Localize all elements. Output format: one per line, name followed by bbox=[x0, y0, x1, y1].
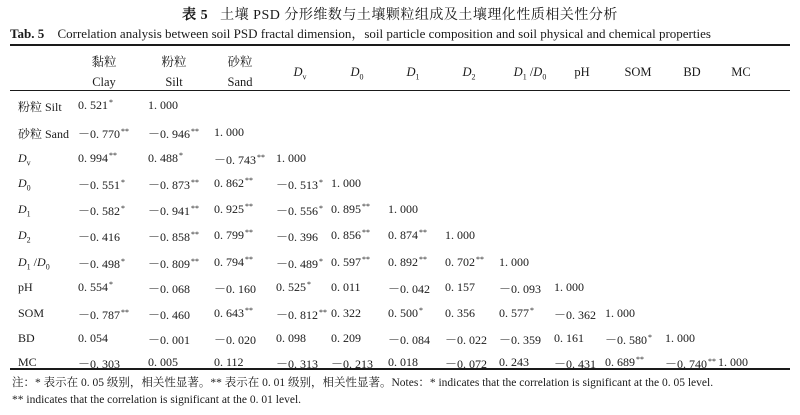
table-cell bbox=[445, 255, 484, 270]
column-header-cn: 黏粒 bbox=[91, 55, 117, 69]
table-cell bbox=[78, 280, 113, 295]
cell-value: 0. 874 bbox=[388, 228, 418, 242]
table-top-rule bbox=[10, 44, 790, 46]
cell-value: 0. 554 bbox=[78, 280, 108, 294]
column-header-en: $D_2$ bbox=[462, 65, 476, 82]
significance-mark: ** bbox=[419, 228, 427, 237]
row-label: 砂粒 Sand bbox=[18, 127, 70, 141]
table-cell bbox=[214, 151, 265, 168]
column-header bbox=[383, 62, 443, 88]
cell-value: 1. 000 bbox=[499, 255, 529, 269]
cell-value: 0. 689 bbox=[605, 355, 635, 369]
cell-value: －0. 359 bbox=[499, 333, 542, 347]
row-label: BD bbox=[18, 331, 35, 345]
table-cell bbox=[148, 355, 178, 370]
column-header-en: MC bbox=[731, 65, 751, 79]
significance-mark: ** bbox=[419, 255, 427, 264]
table-row bbox=[10, 98, 790, 122]
significance-mark: ** bbox=[121, 127, 130, 136]
cell-value: －0. 498 bbox=[78, 257, 121, 271]
table-cell bbox=[445, 228, 475, 243]
table-row bbox=[10, 255, 790, 279]
significance-mark: ** bbox=[245, 255, 253, 264]
significance-mark: ** bbox=[476, 255, 484, 264]
table-row bbox=[10, 306, 790, 330]
significance-mark: * bbox=[319, 257, 324, 266]
column-header bbox=[327, 62, 387, 88]
significance-mark: * bbox=[419, 306, 423, 315]
table-cell bbox=[276, 280, 311, 295]
column-header bbox=[210, 52, 270, 92]
table-cell bbox=[499, 255, 529, 270]
table-cell bbox=[388, 280, 430, 297]
cell-value: 0. 011 bbox=[331, 280, 361, 294]
cell-value: 0. 994 bbox=[78, 151, 108, 165]
cell-value: －0. 787 bbox=[78, 308, 121, 322]
row-label: pH bbox=[18, 280, 33, 294]
column-header-en: $D_0$ bbox=[350, 65, 364, 82]
cell-value: －0. 313 bbox=[276, 357, 319, 371]
table-row bbox=[10, 228, 790, 252]
significance-mark: ** bbox=[245, 202, 253, 211]
column-header bbox=[711, 62, 771, 82]
table-cell bbox=[214, 176, 253, 191]
table-cell bbox=[276, 255, 323, 272]
row-label: $D_v$ bbox=[18, 151, 31, 168]
table-cell bbox=[718, 355, 748, 370]
cell-value: －0. 740 bbox=[665, 357, 708, 371]
caption-text-en: Correlation analysis between soil PSD fractal dimension，soil particle composition and soil physical and chemical properties bbox=[57, 26, 711, 41]
table-cell bbox=[331, 331, 361, 346]
table-cell bbox=[499, 306, 534, 321]
column-header-en: SOM bbox=[624, 65, 652, 79]
significance-mark: * bbox=[179, 151, 183, 160]
table-cell bbox=[388, 202, 418, 217]
cell-value: 0. 577 bbox=[499, 306, 529, 320]
table-cell bbox=[148, 331, 190, 348]
table-cell bbox=[276, 202, 323, 219]
column-header-en: Sand bbox=[227, 75, 253, 89]
table-cell bbox=[148, 125, 199, 142]
cell-value: －0. 551 bbox=[78, 178, 121, 192]
table-cell bbox=[78, 255, 125, 272]
significance-mark: * bbox=[530, 306, 534, 315]
cell-value: －0. 556 bbox=[276, 204, 319, 218]
table-row bbox=[10, 280, 790, 304]
table-caption-en bbox=[10, 23, 800, 42]
table-cell bbox=[78, 176, 125, 193]
column-header bbox=[439, 62, 499, 88]
table-cell bbox=[276, 151, 306, 166]
table-cell bbox=[214, 306, 253, 321]
cell-value: 0. 054 bbox=[78, 331, 108, 345]
table-cell bbox=[388, 331, 430, 348]
table-cell bbox=[499, 355, 529, 370]
significance-mark: ** bbox=[362, 255, 370, 264]
cell-value: －0. 858 bbox=[148, 230, 191, 244]
column-header bbox=[500, 62, 560, 88]
table-cell bbox=[148, 202, 199, 219]
table-cell bbox=[214, 331, 256, 348]
significance-mark: * bbox=[109, 98, 113, 107]
table-cell bbox=[276, 355, 318, 372]
table-cell bbox=[445, 306, 475, 321]
cell-value: 1. 000 bbox=[718, 355, 748, 369]
row-label: 粉粒 Silt bbox=[18, 100, 62, 114]
table-cell bbox=[605, 355, 644, 370]
table-cell bbox=[214, 255, 253, 270]
table-cell bbox=[554, 355, 596, 372]
table-cell bbox=[78, 202, 125, 219]
cell-value: 0. 597 bbox=[331, 255, 361, 269]
column-header-en: pH bbox=[574, 65, 590, 79]
cell-value: 0. 799 bbox=[214, 228, 244, 242]
table-cell bbox=[148, 280, 190, 297]
cell-value: 0. 862 bbox=[214, 176, 244, 190]
table-cell bbox=[554, 306, 596, 323]
cell-value: 0. 356 bbox=[445, 306, 475, 320]
table-cell bbox=[388, 255, 427, 270]
table-cell bbox=[78, 331, 108, 346]
table-cell bbox=[605, 306, 635, 321]
table-cell bbox=[276, 331, 306, 346]
cell-value: －0. 770 bbox=[78, 127, 121, 141]
cell-value: 0. 161 bbox=[554, 331, 584, 345]
table-cell bbox=[388, 228, 427, 243]
cell-value: 0. 157 bbox=[445, 280, 475, 294]
significance-mark: ** bbox=[191, 257, 200, 266]
cell-value: 1. 000 bbox=[554, 280, 584, 294]
column-header-cn: 粉粒 bbox=[161, 55, 187, 69]
significance-mark: ** bbox=[191, 230, 200, 239]
table-cell bbox=[445, 331, 487, 348]
cell-value: －0. 580 bbox=[605, 333, 648, 347]
column-header-en: BD bbox=[683, 65, 701, 79]
cell-value: 1. 000 bbox=[665, 331, 695, 345]
column-header-en: $D_v$ bbox=[293, 65, 307, 82]
significance-mark: * bbox=[648, 333, 653, 342]
cell-value: 0. 925 bbox=[214, 202, 244, 216]
table-cell bbox=[331, 202, 370, 217]
significance-mark: * bbox=[121, 204, 126, 213]
cell-value: 1. 000 bbox=[388, 202, 418, 216]
cell-value: 0. 488 bbox=[148, 151, 178, 165]
cell-value: 0. 702 bbox=[445, 255, 475, 269]
table-cell bbox=[276, 176, 323, 193]
significance-mark: ** bbox=[245, 228, 253, 237]
cell-value: 0. 643 bbox=[214, 306, 244, 320]
cell-value: －0. 084 bbox=[388, 333, 431, 347]
cell-value: －0. 489 bbox=[276, 257, 319, 271]
cell-value: －0. 513 bbox=[276, 178, 319, 192]
table-cell bbox=[78, 355, 120, 372]
column-header-en: $D_1$ bbox=[406, 65, 420, 82]
table-cell bbox=[78, 151, 117, 166]
cell-value: 0. 005 bbox=[148, 355, 178, 369]
table-row bbox=[10, 331, 790, 355]
row-label: $D_0$ bbox=[18, 176, 31, 193]
table-cell bbox=[554, 331, 584, 346]
cell-value: 0. 895 bbox=[331, 202, 361, 216]
cell-value: －0. 416 bbox=[78, 230, 121, 244]
cell-value: 0. 892 bbox=[388, 255, 418, 269]
cell-value: －0. 460 bbox=[148, 308, 191, 322]
cell-value: －0. 072 bbox=[445, 357, 488, 371]
table-row bbox=[10, 202, 790, 226]
table-cell bbox=[148, 151, 183, 166]
table-cell bbox=[665, 331, 695, 346]
cell-value: 0. 525 bbox=[276, 280, 306, 294]
cell-value: －0. 001 bbox=[148, 333, 191, 347]
table-row bbox=[10, 151, 790, 175]
table-cell bbox=[554, 280, 584, 295]
cell-value: －0. 431 bbox=[554, 357, 597, 371]
cell-value: －0. 743 bbox=[214, 153, 257, 167]
table-cell bbox=[499, 331, 541, 348]
significance-mark: ** bbox=[191, 204, 200, 213]
column-header-en: Silt bbox=[165, 75, 183, 89]
cell-value: 0. 794 bbox=[214, 255, 244, 269]
table-number-en: Tab. 5 bbox=[10, 26, 45, 41]
column-header-en: Clay bbox=[92, 75, 116, 89]
cell-value: －0. 582 bbox=[78, 204, 121, 218]
table-cell bbox=[331, 228, 370, 243]
cell-value: 0. 243 bbox=[499, 355, 529, 369]
column-header bbox=[144, 52, 204, 92]
table-cell bbox=[148, 306, 190, 323]
table-caption-cn bbox=[0, 4, 800, 24]
cell-value: －0. 213 bbox=[331, 357, 374, 371]
table-cell bbox=[331, 176, 361, 191]
table-cell bbox=[214, 228, 253, 243]
cell-value: 0. 856 bbox=[331, 228, 361, 242]
cell-value: －0. 946 bbox=[148, 127, 191, 141]
significance-mark: * bbox=[319, 178, 324, 187]
significance-mark: ** bbox=[257, 153, 266, 162]
table-row bbox=[10, 125, 790, 149]
table-cell bbox=[331, 355, 373, 372]
cell-value: －0. 873 bbox=[148, 178, 191, 192]
table-cell bbox=[445, 355, 487, 372]
table-cell bbox=[214, 280, 256, 297]
cell-value: 0. 209 bbox=[331, 331, 361, 345]
cell-value: 0. 500 bbox=[388, 306, 418, 320]
table-row bbox=[10, 176, 790, 200]
cell-value: －0. 022 bbox=[445, 333, 488, 347]
cell-value: 1. 000 bbox=[605, 306, 635, 320]
cell-value: －0. 042 bbox=[388, 282, 431, 296]
significance-mark: ** bbox=[319, 308, 328, 317]
cell-value: －0. 809 bbox=[148, 257, 191, 271]
table-cell bbox=[331, 306, 361, 321]
significance-mark: ** bbox=[362, 202, 370, 211]
table-note-1: 注：* 表示在 0. 05 级别，相关性显著。** 表示在 0. 01 级别，相关性显著。Notes：* indicates that the correlation is significant at the 0. 05 level. bbox=[12, 377, 714, 389]
table-cell bbox=[148, 228, 199, 245]
cell-value: －0. 362 bbox=[554, 308, 597, 322]
column-header bbox=[608, 62, 668, 82]
row-label: $D_2$ bbox=[18, 228, 31, 245]
table-cell bbox=[331, 255, 370, 270]
cell-value: －0. 812 bbox=[276, 308, 319, 322]
table-cell bbox=[78, 228, 120, 245]
table-cell bbox=[605, 331, 652, 348]
table-number-cn: 表 5 bbox=[182, 8, 209, 23]
row-label: SOM bbox=[18, 306, 45, 320]
significance-mark: ** bbox=[191, 127, 200, 136]
cell-value: 0. 112 bbox=[214, 355, 244, 369]
table-cell bbox=[388, 306, 423, 321]
significance-mark: * bbox=[121, 257, 126, 266]
column-header bbox=[270, 62, 330, 88]
cell-value: －0. 020 bbox=[214, 333, 257, 347]
significance-mark: ** bbox=[245, 176, 253, 185]
table-cell bbox=[276, 228, 318, 245]
significance-mark: ** bbox=[109, 151, 117, 160]
table-cell bbox=[445, 280, 475, 295]
cell-value: 1. 000 bbox=[276, 151, 306, 165]
table-cell bbox=[148, 98, 178, 113]
table-cell bbox=[331, 280, 361, 295]
row-label: $D_1$ bbox=[18, 202, 31, 219]
cell-value: －0. 396 bbox=[276, 230, 319, 244]
table-cell bbox=[78, 98, 113, 113]
table-cell bbox=[499, 280, 541, 297]
significance-mark: ** bbox=[708, 357, 717, 366]
cell-value: 1. 000 bbox=[445, 228, 475, 242]
table-cell bbox=[78, 125, 129, 142]
significance-mark: ** bbox=[245, 306, 253, 315]
cell-value: 0. 521 bbox=[78, 98, 108, 112]
cell-value: －0. 303 bbox=[78, 357, 121, 371]
cell-value: 0. 098 bbox=[276, 331, 306, 345]
cell-value: －0. 068 bbox=[148, 282, 191, 296]
table-cell bbox=[665, 355, 716, 372]
significance-mark: * bbox=[109, 280, 113, 289]
significance-mark: * bbox=[121, 178, 126, 187]
column-header-cn: 砂粒 bbox=[227, 55, 253, 69]
table-cell bbox=[214, 125, 244, 140]
table-cell bbox=[276, 306, 327, 323]
significance-mark: ** bbox=[191, 178, 200, 187]
caption-text-cn: 土壤 PSD 分形维数与土壤颗粒组成及土壤理化性质相关性分析 bbox=[220, 8, 618, 23]
table-cell bbox=[388, 355, 418, 370]
cell-value: 0. 018 bbox=[388, 355, 418, 369]
significance-mark: * bbox=[319, 204, 324, 213]
cell-value: －0. 093 bbox=[499, 282, 542, 296]
table-cell bbox=[148, 255, 199, 272]
significance-mark: ** bbox=[362, 228, 370, 237]
cell-value: －0. 160 bbox=[214, 282, 257, 296]
table-cell bbox=[214, 202, 253, 217]
cell-value: －0. 941 bbox=[148, 204, 191, 218]
significance-mark: ** bbox=[121, 308, 130, 317]
table-cell bbox=[78, 306, 129, 323]
row-label: $D_1$ $/D_0$ bbox=[18, 255, 50, 272]
significance-mark: ** bbox=[636, 355, 644, 364]
cell-value: 1. 000 bbox=[331, 176, 361, 190]
column-header bbox=[74, 52, 134, 92]
row-label: MC bbox=[18, 355, 37, 369]
table-note-2: ** indicates that the correlation is significant at the 0. 01 level. bbox=[12, 394, 302, 406]
table-cell bbox=[214, 355, 244, 370]
column-header-en: $D_1$ $/D_0$ bbox=[513, 65, 547, 82]
cell-value: 0. 322 bbox=[331, 306, 361, 320]
table-cell bbox=[148, 176, 199, 193]
cell-value: 1. 000 bbox=[214, 125, 244, 139]
column-header bbox=[552, 62, 612, 82]
significance-mark: * bbox=[307, 280, 311, 289]
cell-value: 1. 000 bbox=[148, 98, 178, 112]
